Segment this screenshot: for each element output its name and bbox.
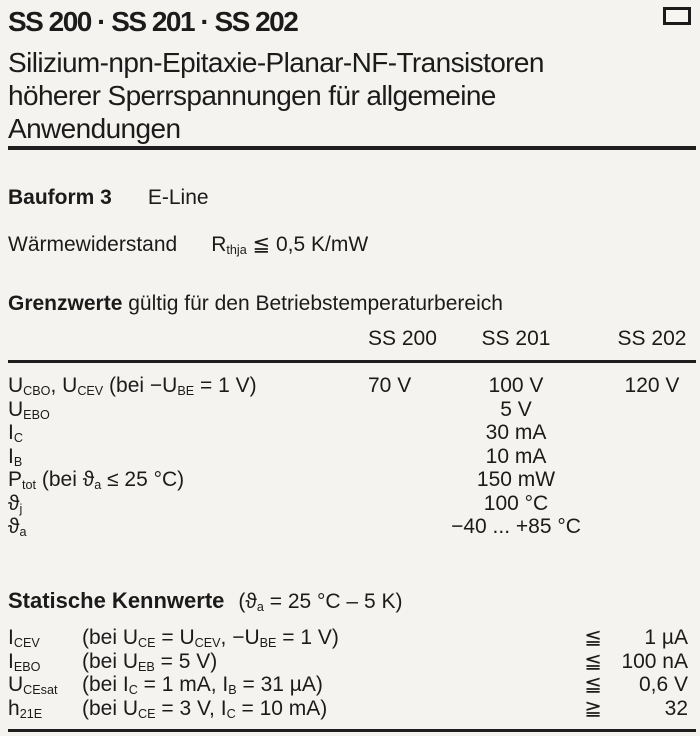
static-heading-condition: ($ϑ_a = 25$ °C – 5 K) bbox=[238, 590, 403, 614]
table-row bbox=[0, 374, 700, 398]
bauform-value: E-Line bbox=[147, 186, 209, 209]
row-label: $U_{EBO}$ bbox=[8, 397, 50, 422]
limits-table bbox=[0, 374, 700, 539]
table-row bbox=[0, 421, 700, 445]
static-characteristics-table bbox=[0, 626, 700, 720]
param-value: 32 bbox=[664, 696, 688, 720]
value-ss201: −40 ... +85 °C bbox=[451, 515, 581, 538]
param-value: 1 µA bbox=[644, 626, 688, 649]
table-row bbox=[0, 445, 700, 469]
table-row bbox=[0, 398, 700, 422]
comparison-operator: ≦ bbox=[584, 673, 602, 696]
column-header-ss201: SS 201 bbox=[481, 327, 551, 350]
subtitle-line-2: höherer Sperrspannungen für allgemeine bbox=[8, 80, 496, 111]
page-bottom-divider bbox=[8, 729, 696, 732]
test-condition: (bei $I_C = 1$ mA, $I_B = 31$ µA) bbox=[82, 673, 323, 697]
row-label: $U_{CBO}$, $U_{CEV}$ ($bei -U_{BE} = 1$ V) bbox=[8, 374, 257, 398]
thermal-formula: $R_{thja}$ ≦ 0,5 K/mW bbox=[211, 233, 369, 257]
table-row bbox=[0, 673, 700, 697]
row-label: $I_C$ bbox=[8, 421, 23, 445]
value-ss201: 10 mA bbox=[485, 444, 547, 468]
column-header-ss202: SS 202 bbox=[617, 327, 687, 350]
row-label: $ϑ_a$ bbox=[8, 515, 27, 539]
value-ss201: 150 mW bbox=[476, 468, 556, 491]
page-subtitle bbox=[8, 46, 544, 145]
table-row bbox=[0, 697, 700, 721]
thermal-resistance-row bbox=[8, 232, 368, 257]
test-condition: (bei $U_{CE} = 3$ V, $I_C = 10$ mA) bbox=[82, 696, 328, 721]
row-label: $ϑ_j$ bbox=[8, 491, 23, 516]
value-ss201: 5 V bbox=[500, 397, 532, 421]
subtitle-line-1: Silizium-npn-Epitaxie-Planar-NF-Transistoren bbox=[8, 47, 544, 78]
bauform-row bbox=[8, 186, 209, 210]
static-section-heading bbox=[8, 588, 402, 614]
bauform-label: Bauform 3 bbox=[8, 186, 112, 209]
test-condition: (bei $U_{CE} = U_{CEV}$, $-U_{BE} = 1$ V) bbox=[82, 626, 339, 650]
comparison-operator: ≦ bbox=[584, 626, 602, 649]
value-ss201: 100 °C bbox=[483, 491, 549, 515]
limits-heading-bold: Grenzwerte bbox=[8, 292, 123, 315]
row-label: $I_B$ bbox=[8, 444, 23, 469]
comparison-operator: ≦ bbox=[584, 649, 602, 673]
value-ss201: 100 V bbox=[488, 374, 544, 397]
param-symbol: $h_{21E}$ bbox=[8, 696, 43, 721]
param-value: 0,6 V bbox=[638, 673, 688, 696]
table-row bbox=[0, 515, 700, 539]
page-title: SS 200 · SS 201 · SS 202 bbox=[8, 6, 298, 37]
table-row bbox=[0, 626, 700, 650]
thermal-label: Wärmewiderstand bbox=[8, 233, 178, 256]
param-symbol: $I_{CEV}$ bbox=[8, 626, 40, 650]
test-condition: (bei $U_{EB} = 5$ V) bbox=[82, 649, 218, 674]
param-value: 100 nA bbox=[621, 649, 688, 673]
table-row bbox=[0, 492, 700, 516]
limits-heading-rest: gültig für den Betriebstemperaturbereich bbox=[122, 292, 503, 315]
limits-section-heading bbox=[8, 292, 503, 316]
value-ss202: 120 V bbox=[624, 374, 680, 397]
row-label: $P_{tot}$ (bei $ϑ_a \le 25$ °C) bbox=[8, 468, 185, 492]
column-header-ss200: SS 200 bbox=[368, 327, 437, 350]
table-row bbox=[0, 468, 700, 492]
header-divider bbox=[8, 146, 696, 150]
corner-rectangle-icon bbox=[663, 7, 691, 25]
value-ss200: 70 V bbox=[368, 374, 412, 397]
table-header-divider bbox=[8, 360, 696, 363]
static-heading-bold: Statische Kennwerte bbox=[8, 588, 225, 613]
subtitle-line-3: Anwendungen bbox=[8, 113, 181, 144]
param-symbol: $I_{EBO}$ bbox=[8, 649, 41, 674]
value-ss201: 30 mA bbox=[485, 421, 547, 444]
param-symbol: $U_{CEsat}$ bbox=[8, 673, 58, 697]
table-row bbox=[0, 650, 700, 674]
comparison-operator: ≧ bbox=[584, 696, 602, 720]
